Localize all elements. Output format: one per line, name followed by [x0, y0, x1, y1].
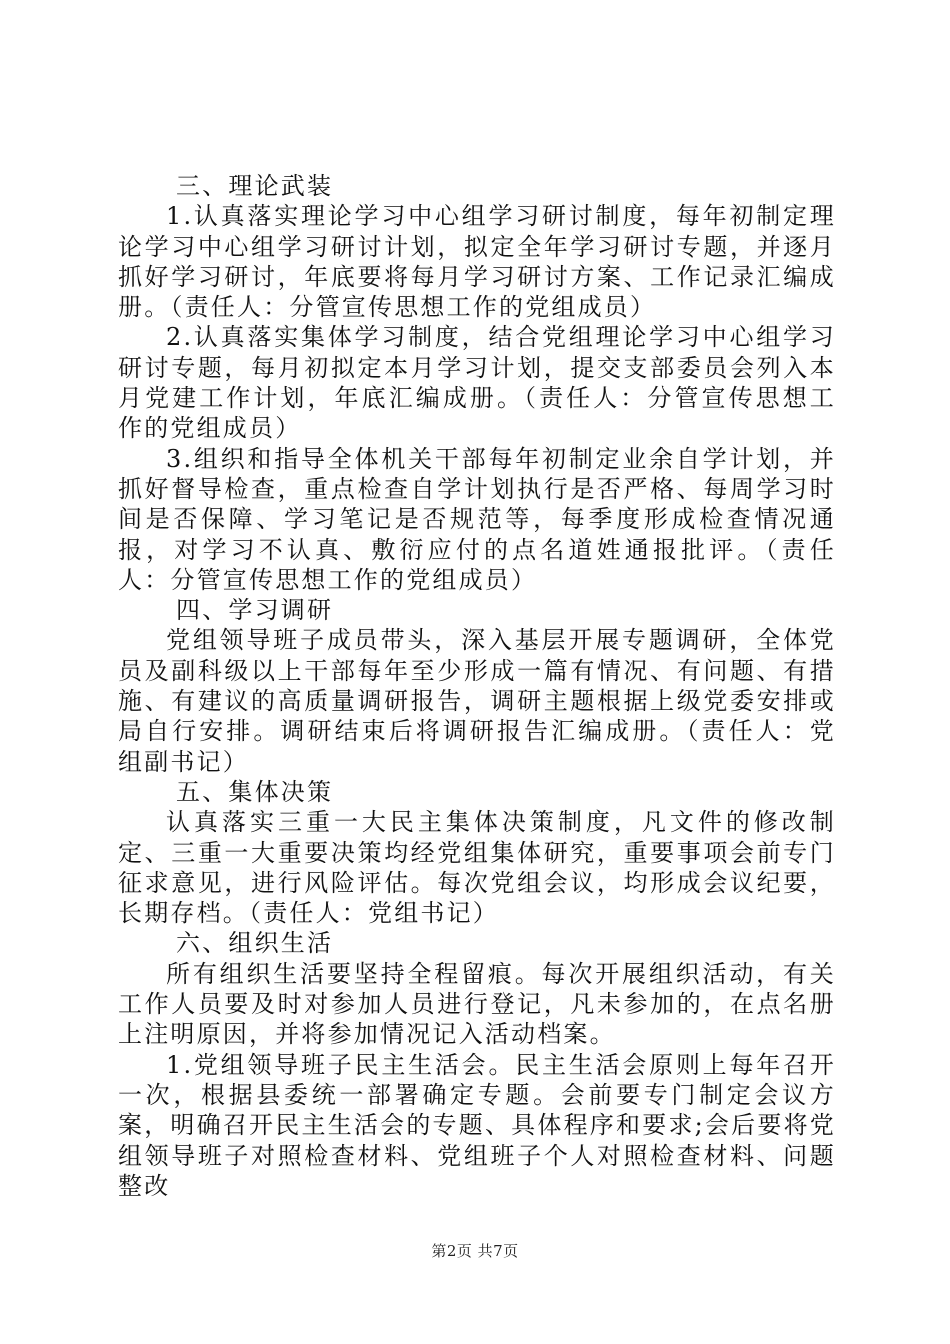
- paragraph-theory-1: 1.认真落实理论学习中心组学习研讨制度，每年初制定理论学习中心组学习研讨计划，拟定全年学习研讨专题，并逐月抓好学习研讨，年底要将每月学习研讨方案、工作记录汇编成册。（责任人：分管宣传思想工作的党组成员）: [118, 202, 836, 322]
- section-heading-theory: 三、理论武装: [176, 172, 334, 200]
- section-heading-research: 四、学习调研: [176, 596, 334, 625]
- paragraph-org-life-1: 1.党组领导班子民主生活会。民主生活会原则上每年召开一次，根据县委统一部署确定专题。会前要专门制定会议方案，明确召开民主生活会的专题、具体程序和要求;会后要将党组领导班子对照检查材料、党组班子个人对照检查材料、问题整改: [118, 1050, 836, 1200]
- page-number-footer: 第2页 共7页: [431, 1242, 519, 1260]
- paragraph-theory-2: 2.认真落实集体学习制度，结合党组理论学习中心组学习研讨专题，每月初拟定本月学习计划，提交支部委员会列入本月党建工作计划，年底汇编成册。（责任人：分管宣传思想工作的党组成员）: [118, 323, 836, 443]
- section-heading-org-life: 六、组织生活: [176, 929, 334, 958]
- document-body: [118, 171, 836, 1201]
- paragraph-theory-3: 3.组织和指导全体机关干部每年初制定业余自学计划，并抓好督导检查，重点检查自学计划执行是否严格、每周学习时间是否保障、学习笔记是否规范等，每季度形成检查情况通报，对学习不认真、敷衍应付的点名道姓通报批评。（责任人：分管宣传思想工作的党组成员）: [118, 444, 836, 594]
- paragraph-org-life-intro: 所有组织生活要坚持全程留痕。每次开展组织活动，有关工作人员要及时对参加人员进行登记，凡未参加的，在点名册上注明原因，并将参加情况记入活动档案。: [118, 959, 836, 1049]
- section-heading-decision: 五、集体决策: [176, 777, 334, 806]
- paragraph-decision: 认真落实三重一大民主集体决策制度，凡文件的修改制定、三重一大重要决策均经党组集体研究，重要事项会前专门征求意见，进行风险评估。每次党组会议，均形成会议纪要，长期存档。（责任人：党组书记）: [118, 808, 836, 928]
- paragraph-research: 党组领导班子成员带头，深入基层开展专题调研，全体党员及副科级以上干部每年至少形成一篇有情况、有问题、有措施、有建议的高质量调研报告，调研主题根据上级党委安排或局自行安排。调研结束后将调研报告汇编成册。（责任人：党组副书记）: [118, 626, 836, 776]
